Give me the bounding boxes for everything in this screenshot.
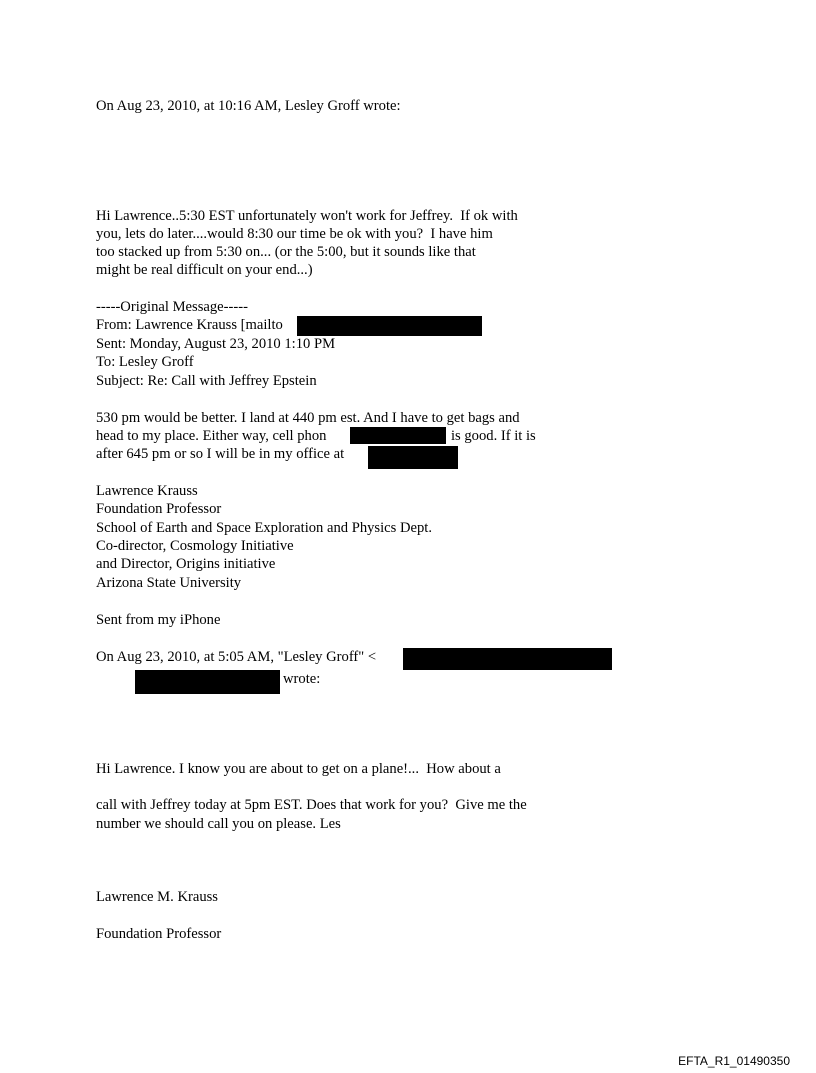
sent-line: Sent: Monday, August 23, 2010 1:10 PM [96,336,336,352]
signature-line: Arizona State University [96,575,242,591]
signature-line: Co-director, Cosmology Initiative [96,538,294,554]
quoted-header-line: wrote: [283,671,321,687]
signature-line: School of Earth and Space Exploration and Physics Dept. [96,520,432,536]
subject-line: Subject: Re: Call with Jeffrey Epstein [96,373,317,389]
to-line: To: Lesley Groff [96,354,194,370]
signature-line: Foundation Professor [96,501,222,517]
redaction-bar [403,648,612,670]
email-header-line: On Aug 23, 2010, at 10:16 AM, Lesley Groff wrote: [96,98,401,114]
redaction-bar [350,427,446,444]
signature-line: Lawrence Krauss [96,483,198,499]
reply-line: you, lets do later....would 8:30 our time be ok with you? I have him [96,226,493,242]
body-line: number we should call you on please. Les [96,816,341,832]
sent-from-line: Sent from my iPhone [96,612,221,628]
redaction-bar [368,446,458,469]
reply-line: too stacked up from 5:30 on... (or the 5:00, but it sounds like that [96,244,476,260]
quoted-header-line: On Aug 23, 2010, at 5:05 AM, "Lesley Groff" < [96,649,377,665]
signature-title: Foundation Professor [96,926,222,942]
signature-name: Lawrence M. Krauss [96,889,218,905]
body-line: Hi Lawrence. I know you are about to get on a plane!... How about a [96,761,501,777]
body-line: is good. If it is [451,428,536,444]
redaction-bar [297,316,482,336]
body-line: 530 pm would be better. I land at 440 pm est. And I have to get bags and [96,410,520,426]
signature-line: and Director, Origins initiative [96,556,276,572]
body-line: call with Jeffrey today at 5pm EST. Does that work for you? Give me the [96,797,527,813]
original-message-separator: -----Original Message----- [96,299,248,315]
reply-line: might be real difficult on your end...) [96,262,313,278]
document-id: EFTA_R1_01490350 [678,1054,790,1068]
reply-line: Hi Lawrence..5:30 EST unfortunately won't work for Jeffrey. If ok with [96,208,518,224]
body-line: head to my place. Either way, cell phon [96,428,327,444]
body-line: after 645 pm or so I will be in my office at [96,446,345,462]
redaction-bar [135,670,280,694]
from-line: From: Lawrence Krauss [mailto [96,317,283,333]
